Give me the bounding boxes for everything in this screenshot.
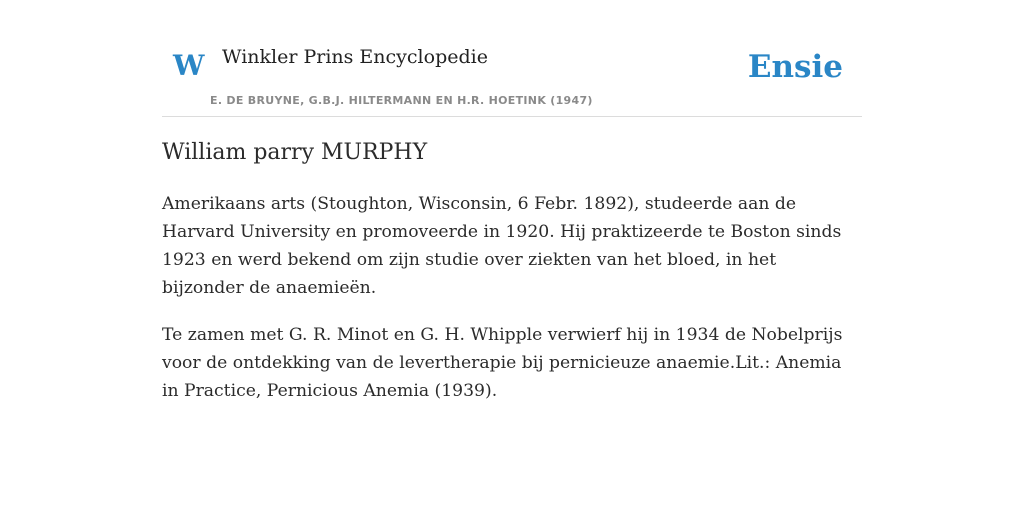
publication-authors: E. DE BRUYNE, G.B.J. HILTERMANN EN H.R. HOETINK (1947) [210,94,593,107]
publication-title[interactable]: Winkler Prins Encyclopedie [222,46,488,68]
article [162,139,862,424]
article-paragraph: Amerikaans arts (Stoughton, Wisconsin, 6 Febr. 1892), studeerde aan de Harvard University en promoveerde in 1920. Hij praktizeerde te Boston sinds 1923 en werd bekend om zijn studie over ziekten van het bloed, in het bijzonder de anaemieën. [162,193,842,298]
ensie-logo[interactable]: Ensie [747,49,843,85]
source-header [162,40,862,117]
publication-logo[interactable]: W [173,49,205,82]
article-paragraph: Te zamen met G. R. Minot en G. H. Whipple verwierf hij in 1934 de Nobelprijs voor de ontdekking van de levertherapie bij pernicieuze anaemie.Lit.: Anemia in Practice, Pernicious Anemia (1939). [162,324,843,401]
article-title: William parry MURPHY [162,140,428,165]
